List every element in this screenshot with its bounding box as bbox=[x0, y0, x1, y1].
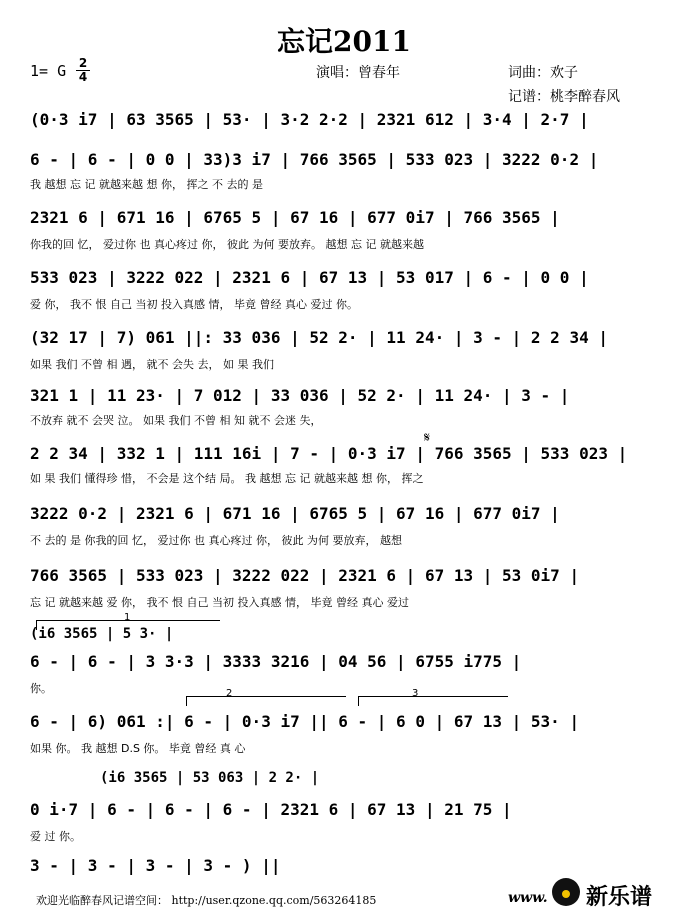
watermark-url: www. bbox=[508, 890, 548, 906]
volta-2-bracket-start bbox=[186, 696, 187, 706]
score-row-11-notes: 6 - | 6 - | 3 3·3 | 3333 3216 | 04 56 | 6755 i775 | bbox=[30, 652, 522, 671]
score-row-10-notes: (i6 3565 | 5 3· | bbox=[30, 626, 174, 642]
score-row-7-lyrics: 如 果 我们 懂得珍 惜， 不会是 这个结 局。 我 越想 忘 记 就越来越 想 你， 挥之 bbox=[30, 472, 424, 485]
score-row-1-notes: (0·3 i7 | 63 3565 | 53· | 3·2 2·2 | 2321 612 | 3·4 | 2·7 | bbox=[30, 110, 589, 129]
site-logo bbox=[552, 876, 686, 910]
score-row-12-notes: 6 - | 6) 061 :| 6 - | 0·3 i7 || 6 - | 6 0 | 67 13 | 53· | bbox=[30, 712, 580, 731]
volta-2-number: 2 bbox=[226, 688, 233, 699]
score-row-12-lyrics: 如果 你。 我 越想 D.S 你。 毕竟 曾经 真 心 bbox=[30, 742, 246, 755]
score-row-14-notes: 0 i·7 | 6 - | 6 - | 6 - | 2321 6 | 67 13 | 21 75 | bbox=[30, 800, 512, 819]
score-row-4-notes: 533 023 | 3222 022 | 2321 6 | 67 13 | 53 017 | 6 - | 0 0 | bbox=[30, 268, 589, 287]
score-row-8-notes: 3222 0·2 | 2321 6 | 671 16 | 6765 5 | 67 16 | 677 0i7 | bbox=[30, 504, 560, 523]
score-row-3-notes: 2321 6 | 671 16 | 6765 5 | 67 16 | 677 0i7 | 766 3565 | bbox=[30, 208, 560, 227]
score-row-8-lyrics: 不 去的 是 你我的回 忆， 爱过你 也 真心疼过 你， 彼此 为何 要放弃， 越想 bbox=[30, 534, 402, 547]
score-row-9-lyrics: 忘 记 就越来越 爱 你， 我不 恨 自己 当初 投入真感 情， 毕竟 曾经 真心 爱过 bbox=[30, 596, 409, 609]
time-signature-top: 2 bbox=[78, 56, 88, 70]
record-hole-icon bbox=[562, 890, 570, 898]
score-row-5-lyrics: 如果 我们 不曾 相 遇， 就不 会失 去， 如 果 我们 bbox=[30, 358, 274, 371]
site-logo-text: 新乐谱 bbox=[586, 885, 653, 910]
score-row-6-notes: 321 1 | 11 23· | 7 012 | 33 036 | 52 2· | 11 24· | 3 - | bbox=[30, 386, 570, 405]
score-row-9-notes: 766 3565 | 533 023 | 3222 022 | 2321 6 | 67 13 | 53 0i7 | bbox=[30, 566, 580, 585]
score-row-15-notes: 3 - | 3 - | 3 - | 3 - ) || bbox=[30, 856, 281, 875]
score-row-4-lyrics: 爱 你， 我不 恨 自己 当初 投入真感 情， 毕竟 曾经 真心 爱过 你。 bbox=[30, 298, 358, 311]
score-row-7-notes: 2 2 34 | 332 1 | 111 16i | 7 - | 0·3 i7 | 766 3565 | 533 023 | bbox=[30, 444, 628, 463]
volta-3-bracket bbox=[358, 696, 508, 697]
score-row-3-lyrics: 你我的回 忆， 爱过你 也 真心疼过 你， 彼此 为何 要放弃。 越想 忘 记 就越来越 bbox=[30, 238, 424, 251]
composer-credit: 词曲：欢子 bbox=[508, 65, 578, 81]
time-signature bbox=[76, 58, 90, 83]
volta-3-bracket-start bbox=[358, 696, 359, 706]
score-row-6-lyrics: 不放弃 就不 会哭 泣。 如果 我们 不曾 相 知 就不 会迷 失， bbox=[30, 414, 322, 427]
footer-text: 欢迎光临醉春风记谱空间： http://user.qzone.qq.com/563264185 bbox=[36, 894, 377, 907]
segno-sign: 𝄋 bbox=[424, 430, 431, 446]
transcriber-credit: 记谱：桃李醉春风 bbox=[508, 89, 620, 105]
score-row-5-notes: (32 17 | 7) 061 ||: 33 036 | 52 2· | 11 24· | 3 - | 2 2 34 | bbox=[30, 328, 608, 347]
record-disc-icon bbox=[552, 878, 580, 906]
volta-1-number: 1 bbox=[124, 612, 131, 623]
score-row-14-lyrics: 爱 过 你。 bbox=[30, 830, 81, 843]
key-signature: 1= G bbox=[30, 62, 67, 80]
volta-3-number: 3 bbox=[412, 688, 419, 699]
score-row-2-notes: 6 - | 6 - | 0 0 | 33)3 i7 | 766 3565 | 533 023 | 3222 0·2 | bbox=[30, 150, 599, 169]
time-signature-bottom: 4 bbox=[78, 70, 88, 84]
score-row-11-lyrics: 你。 bbox=[30, 682, 52, 695]
singer-credit: 演唱：曾春年 bbox=[316, 65, 400, 81]
song-title: 忘记2011 bbox=[277, 25, 411, 58]
volta-2-bracket bbox=[186, 696, 346, 697]
score-row-2-lyrics: 我 越想 忘 记 就越来越 想 你， 挥之 不 去的 是 bbox=[30, 178, 263, 191]
score-row-13-notes: (i6 3565 | 53 063 | 2 2· | bbox=[100, 770, 320, 786]
